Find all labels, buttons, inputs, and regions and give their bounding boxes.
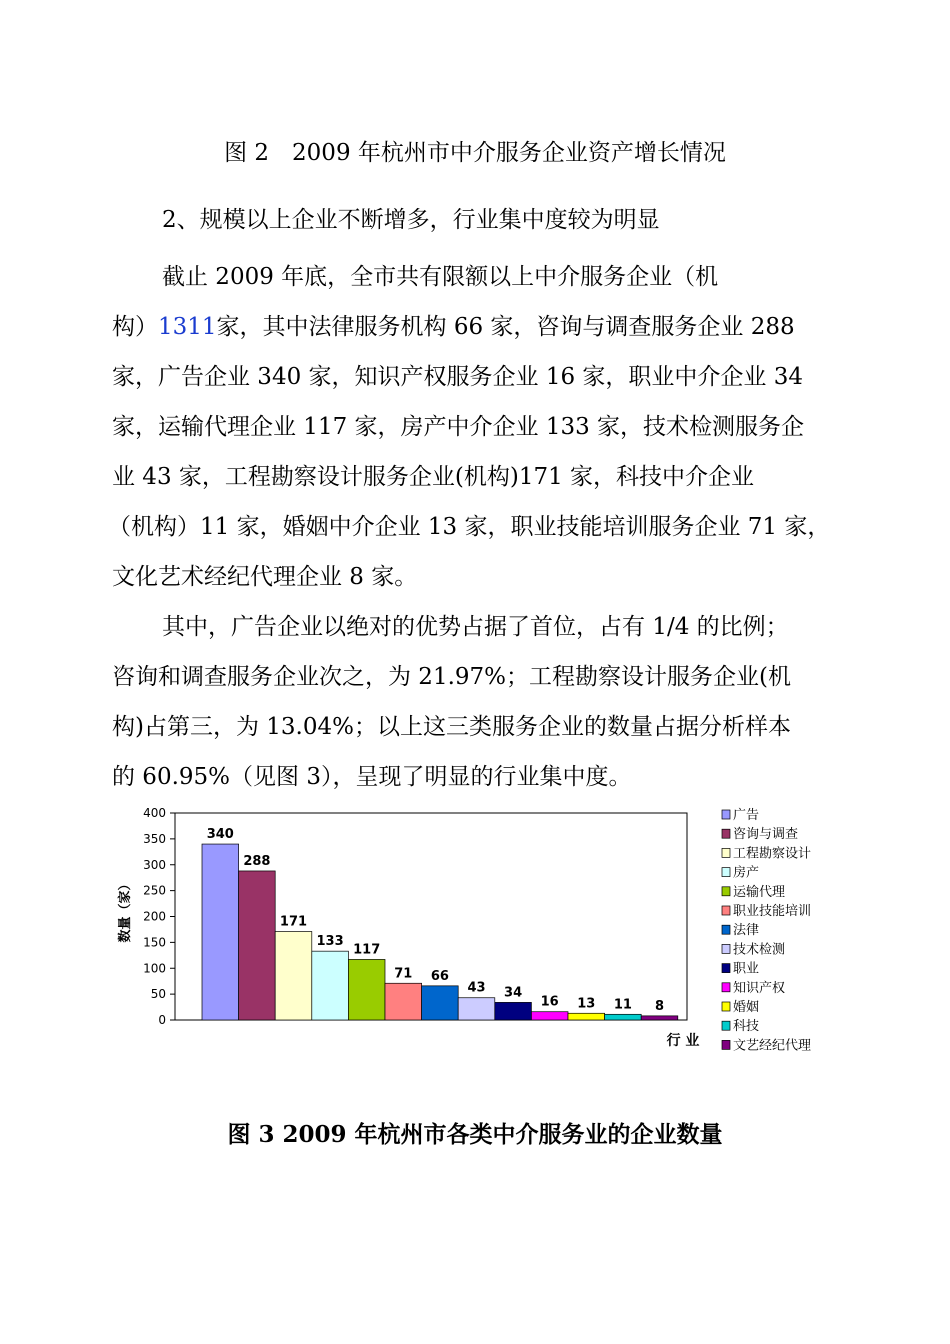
y-tick-label: 200 (143, 909, 166, 924)
legend-label: 婚姻 (733, 1000, 760, 1015)
bar (385, 983, 422, 1020)
legend-label: 文艺经纪代理 (733, 1038, 812, 1054)
paragraph-2-line-3: 构)占第三，为 13.04%；以上这三类服务企业的数量占据分析样本 (112, 714, 791, 740)
bar-value-label: 43 (467, 980, 486, 996)
bar (568, 1013, 605, 1020)
bar-value-label: 133 (316, 934, 344, 950)
bar-value-label: 66 (430, 968, 449, 984)
y-axis-label: 数量（家） (118, 877, 133, 943)
legend-swatch (722, 1021, 730, 1030)
paragraph-1-line-6: （机构）11 家，婚姻中介企业 13 家，职业技能培训服务企业 71 家， (108, 514, 831, 540)
legend-label: 工程勘察设计 (733, 846, 812, 862)
legend-swatch (722, 810, 730, 819)
legend-label: 法律 (733, 923, 760, 939)
bar-value-label: 16 (540, 994, 559, 1010)
legend-swatch (722, 1002, 730, 1011)
legend-swatch (722, 925, 730, 934)
bar (605, 1014, 642, 1020)
bar (531, 1012, 568, 1020)
bar-value-label: 340 (206, 827, 234, 843)
bar (458, 998, 495, 1020)
legend-swatch (722, 1040, 730, 1049)
section-heading: 2、规模以上企业不断增多，行业集中度较为明显 (162, 207, 660, 233)
legend-label: 咨询与调查 (733, 827, 799, 843)
paragraph-1-line-7: 文化艺术经纪代理企业 8 家。 (112, 564, 418, 590)
y-tick-label: 100 (143, 961, 166, 976)
legend-swatch (722, 829, 730, 838)
bar-chart (105, 800, 825, 1060)
bar-value-label: 8 (654, 998, 665, 1014)
bar-value-label: 13 (577, 996, 596, 1012)
bar (275, 932, 312, 1020)
x-axis-label: 行 业 (666, 1033, 700, 1049)
bar-value-label: 71 (394, 966, 413, 982)
y-tick-label: 400 (143, 806, 166, 820)
bar (312, 951, 349, 1020)
bar-value-label: 171 (279, 914, 308, 930)
paragraph-1-line-1: 截止 2009 年底，全市共有限额以上中介服务企业（机 (162, 264, 719, 290)
legend-swatch (722, 964, 730, 973)
y-tick-label: 300 (143, 857, 166, 872)
legend-label: 技术检测 (733, 942, 786, 958)
legend-swatch (722, 944, 730, 953)
bar-value-label: 11 (613, 997, 632, 1013)
bar-value-label: 288 (243, 853, 271, 869)
y-tick-label: 50 (150, 987, 166, 1002)
bar-value-label: 34 (504, 985, 523, 1001)
fig2-caption: 图 2 2009 年杭州市中介服务企业资产增长情况 (224, 140, 726, 166)
legend-label: 科技 (733, 1019, 760, 1035)
bar (495, 1002, 532, 1020)
legend-swatch (722, 887, 730, 896)
paragraph-2-line-1: 其中，广告企业以绝对的优势占据了首位，占有 1/4 的比例； (162, 614, 789, 640)
y-tick-label: 150 (143, 935, 166, 950)
y-tick-label: 0 (158, 1013, 166, 1027)
legend-swatch (722, 848, 730, 857)
legend-swatch (722, 983, 730, 992)
legend-label: 职业技能培训 (733, 904, 812, 919)
paragraph-1-line-2 (112, 312, 795, 342)
paragraph-1-line-3: 家，广告企业 340 家，知识产权服务企业 16 家，职业中介企业 34 (112, 364, 803, 390)
y-tick-label: 250 (143, 883, 166, 898)
text-span: 构） (112, 314, 158, 340)
paragraph-2-line-2: 咨询和调查服务企业次之，为 21.97%；工程勘察设计服务企业(机 (112, 664, 791, 690)
legend-label: 广告 (733, 808, 760, 823)
bar-chart-svg (105, 800, 825, 1060)
bar (422, 986, 459, 1020)
legend-label: 知识产权 (733, 980, 786, 996)
text-span: 家，其中法律服务机构 66 家，咨询与调查服务企业 288 (216, 314, 795, 340)
bar (641, 1016, 678, 1020)
highlight-number: 1311 (158, 314, 217, 340)
legend-swatch (722, 868, 730, 877)
fig3-caption: 图 3 2009 年杭州市各类中介服务业的企业数量 (227, 1121, 723, 1148)
legend-swatch (722, 906, 730, 915)
paragraph-1-line-5: 业 43 家，工程勘察设计服务企业(机构)171 家，科技中介企业 (112, 464, 755, 490)
paragraph-2-line-4: 的 60.95%（见图 3），呈现了明显的行业集中度。 (112, 764, 632, 790)
y-tick-label: 350 (143, 831, 166, 846)
paragraph-1-line-4: 家，运输代理企业 117 家，房产中介企业 133 家，技术检测服务企 (112, 414, 805, 440)
legend-label: 职业 (733, 961, 760, 977)
legend-label: 运输代理 (733, 884, 786, 900)
bar (239, 871, 276, 1020)
bar (348, 959, 385, 1020)
bar (202, 844, 239, 1020)
bar-value-label: 117 (353, 942, 381, 958)
legend-label: 房产 (733, 865, 760, 881)
